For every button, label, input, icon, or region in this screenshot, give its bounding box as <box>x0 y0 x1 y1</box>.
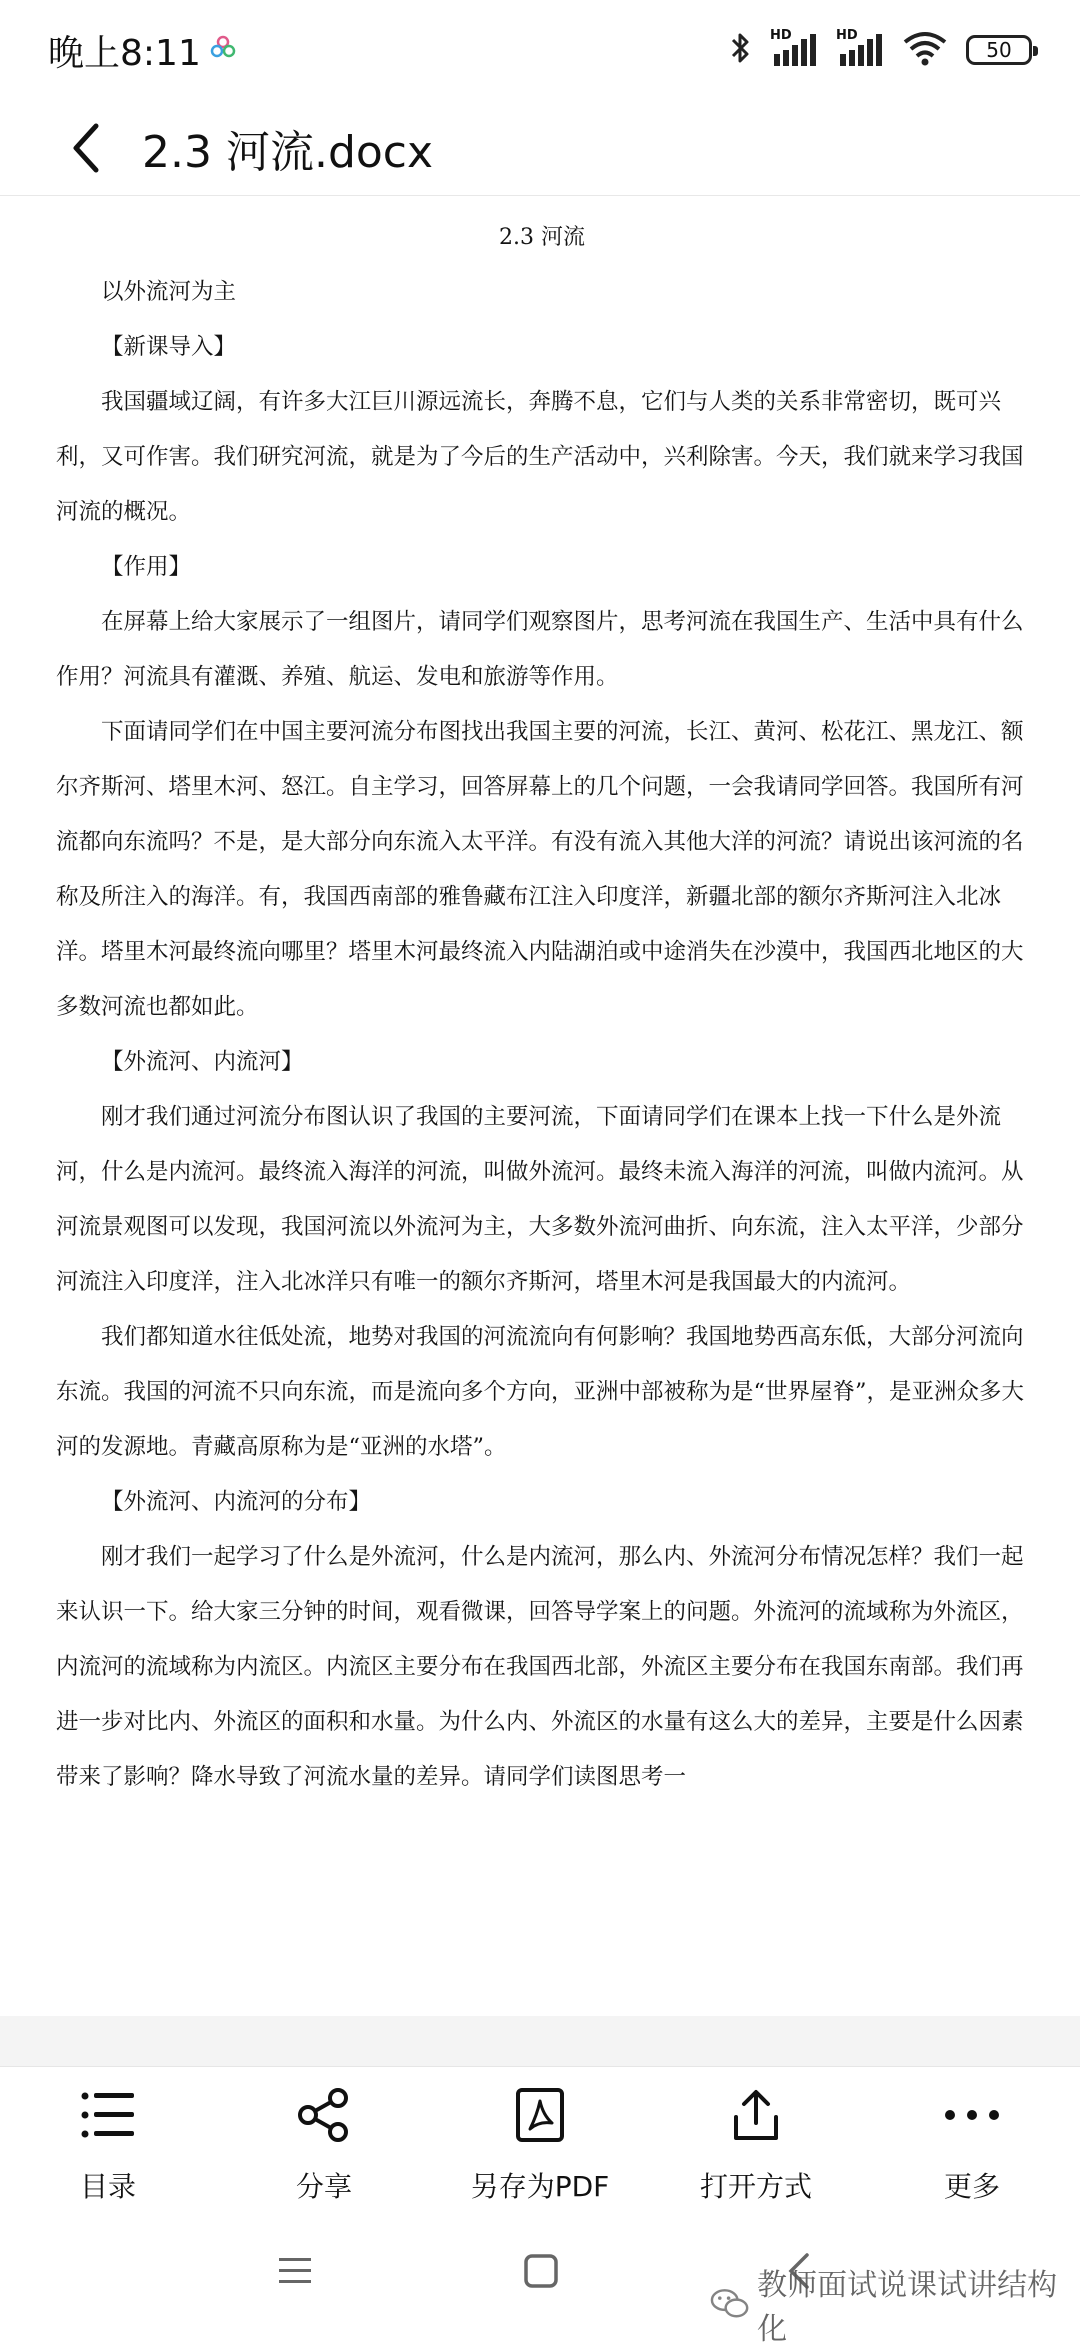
open-with-label: 打开方式 <box>699 2170 812 2203</box>
paragraph: 在屏幕上给大家展示了一组图片，请同学们观察图片，思考河流在我国生产、生活中具有什么作用？河流具有灌溉、养殖、航运、发电和旅游等作用。 <box>56 609 1024 690</box>
open-with-button[interactable] <box>656 2067 856 2205</box>
more-dots-icon <box>942 2085 1002 2145</box>
paragraph: 下面请同学们在中国主要河流分布图找出我国主要的河流，长江、黄河、松花江、黑龙江、额尔齐斯河、塔里木河、怒江。自主学习，回答屏幕上的几个问题，一会我请同学回答。我国所有河流都向东流吗？不是，是大部分向东流入太平洋。有没有流入其他大洋的河流？请说出该河流的名称及所注入的海洋。有，我国西南部的雅鲁藏布江注入印度洋，新疆北部的额尔齐斯河注入北冰洋。塔里木河最终流向哪里？塔里木河最终流入内陆湖泊或中途消失在沙漠中，我国西北地区的大多数河流也都如此。 <box>56 719 1024 1020</box>
watermark <box>710 2260 1080 2348</box>
section-heading: 【外流河、内流河】 <box>101 1049 304 1075</box>
status-bar <box>0 0 1080 100</box>
paragraph: 我们都知道水往低处流，地势对我国的河流流向有何影响？我国地势西高东低，大部分河流向东流。我国的河流不只向东流，而是流向多个方向，亚洲中部被称为是“世界屋脊”，是亚洲众多大河的发源地。青藏高原称为是“亚洲的水塔”。 <box>56 1324 1025 1460</box>
more-button[interactable] <box>872 2067 1072 2205</box>
battery-indicator: 50 <box>966 35 1032 65</box>
hamburger-icon <box>277 2255 313 2287</box>
section-heading: 【新课导入】 <box>101 334 237 360</box>
nav-menu-button[interactable] <box>270 2246 320 2296</box>
share-button[interactable] <box>224 2067 424 2205</box>
hd-label-1: HD <box>770 28 792 43</box>
chevron-left-icon <box>66 120 106 176</box>
document-heading: 2.3 河流 <box>499 225 585 250</box>
wechat-icon <box>710 2287 749 2321</box>
save-as-pdf-button[interactable] <box>440 2067 640 2205</box>
document-header <box>0 100 1080 196</box>
paragraph: 我国疆域辽阔，有许多大江巨川源远流长，奔腾不息，它们与人类的关系非常密切，既可兴利，又可作害。我们研究河流，就是为了今后的生产活动中，兴利除害。今天，我们就来学习我国河流的概况。 <box>56 389 1024 525</box>
pdf-file-icon <box>510 2085 570 2145</box>
hd-label-2: HD <box>836 28 858 43</box>
save-as-pdf-label: 另存为PDF <box>470 2170 610 2203</box>
list-icon <box>78 2085 138 2145</box>
document-page <box>0 196 1080 2016</box>
square-home-icon <box>523 2253 559 2289</box>
bluetooth-icon <box>728 30 752 70</box>
toc-label: 目录 <box>79 2170 136 2203</box>
share-icon <box>294 2085 354 2145</box>
status-left <box>48 25 237 76</box>
watermark-text: 教师面试说课试讲结构化 <box>757 2268 1058 2347</box>
paragraph: 以外流河为主 <box>101 279 237 305</box>
document-title: 2.3 河流.docx <box>142 126 434 178</box>
toc-button[interactable] <box>8 2067 208 2205</box>
upload-icon <box>726 2085 786 2145</box>
back-button[interactable] <box>56 118 116 178</box>
section-heading: 【外流河、内流河的分布】 <box>101 1489 372 1515</box>
section-heading: 【作用】 <box>101 554 192 580</box>
wifi-icon <box>902 30 948 70</box>
signal-1-icon <box>770 28 818 68</box>
paragraph: 刚才我们一起学习了什么是外流河，什么是内流河，那么内、外流河分布情况怎样？我们一起来认识一下。给大家三分钟的时间，观看微课，回答导学案上的问题。外流河的流域称为外流区，内流河的流域称为内流区。内流区主要分布在我国西北部，外流区主要分布在我国东南部。我们再进一步对比内、外流区的面积和水量。为什么内、外流区的水量有这么大的差异，主要是什么因素带来了影响？降水导致了河流水量的差异。请同学们读图思考一 <box>56 1544 1024 1790</box>
clover-notification-icon <box>209 34 237 66</box>
paragraph: 刚才我们通过河流分布图认识了我国的主要河流，下面请同学们在课本上找一下什么是外流河，什么是内流河。最终流入海洋的河流，叫做外流河。最终未流入海洋的河流，叫做内流河。从河流景观图可以发现，我国河流以外流河为主，大多数外流河曲折、向东流，注入太平洋，少部分河流注入印度洋，注入北冰洋只有唯一的额尔齐斯河，塔里木河是我国最大的内流河。 <box>56 1104 1024 1295</box>
share-label: 分享 <box>295 2170 352 2203</box>
status-right <box>728 30 1032 70</box>
nav-home-button[interactable] <box>516 2246 566 2296</box>
document-viewer[interactable] <box>0 196 1080 2066</box>
bottom-toolbar <box>0 2066 1080 2213</box>
more-label: 更多 <box>943 2170 1000 2203</box>
status-time: 晚上8:11 <box>48 32 201 74</box>
signal-2-icon <box>836 28 884 68</box>
